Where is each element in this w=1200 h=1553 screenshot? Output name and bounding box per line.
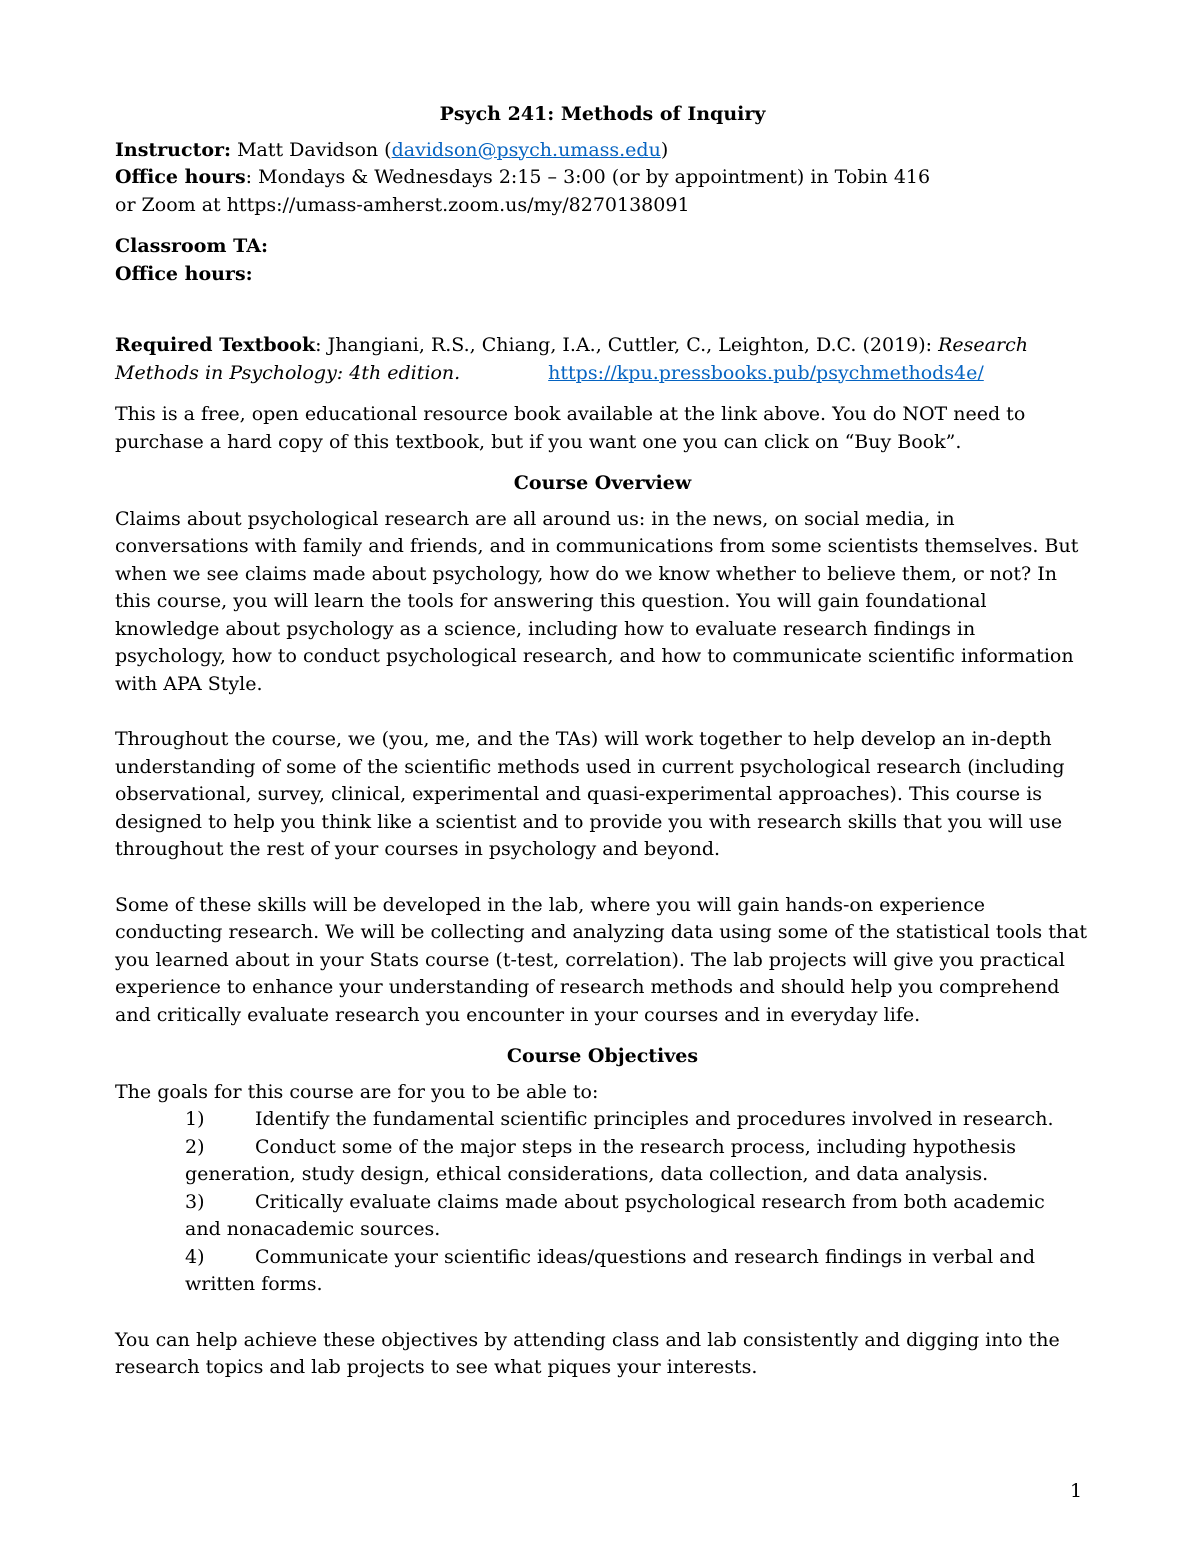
textbook-label: Required Textbook	[115, 334, 316, 356]
objective-text: Conduct some of the major steps in the research process, including hypothesis	[255, 1135, 1016, 1158]
objective-text-cont: and nonacademic sources.	[185, 1218, 441, 1240]
overview-paragraph-3: Some of these skills will be developed in the lab, where you will gain hands-on experience conducting research. We will be collecting and analyzing data using some of the statistical tools that you learned about in your Stats course (t-test, correlation). The lab projects will give you practical experience to enhance your understanding of research methods and should help you comprehend and critically evaluate research you encounter in your courses and in everyday life.	[115, 893, 1088, 1026]
objective-text-cont: generation, study design, ethical considerations, data collection, and data analysis.	[185, 1163, 989, 1185]
objective-text-cont: written forms.	[185, 1273, 323, 1295]
objectives-heading: Course Objectives	[506, 1045, 699, 1067]
instructor-line	[115, 137, 1090, 165]
textbook-url-link[interactable]: https://kpu.pressbooks.pub/psychmethods4e/	[548, 361, 984, 384]
list-item	[115, 1244, 1090, 1299]
ta-label: Classroom TA:	[115, 235, 268, 257]
textbook-title-b: Methods in Psychology: 4th edition.	[115, 361, 461, 384]
objective-text: Identify the fundamental scientific principles and procedures involved in research.	[255, 1108, 1054, 1130]
list-item	[115, 1106, 1090, 1134]
office-hours-line	[115, 164, 1090, 192]
overview-paragraph-1: Claims about psychological research are all around us: in the news, on social media, in conversations with family and friends, and in communications from some scientists themselves. But when we see claims made about psychology, how do we know whether to believe them, or not? In this course, you will learn the tools for answering this question. You will gain foundational knowledge about psychology as a science, including how to evaluate research findings in psychology, how to conduct psychological research, and how to communicate scientific information with APA Style.	[115, 507, 1079, 695]
objectives-intro: The goals for this course are for you to be able to:	[115, 1080, 599, 1103]
instructor-label: Instructor:	[115, 138, 232, 161]
objective-text: Critically evaluate claims made about psychological research from both academic	[255, 1190, 1045, 1213]
overview-heading: Course Overview	[513, 472, 692, 494]
textbook-title-a: Research	[938, 334, 1028, 356]
objective-number: 4)	[185, 1245, 205, 1268]
document-content	[115, 101, 1090, 1382]
objective-text: Communicate your scientific ideas/questions and research findings in verbal and	[255, 1245, 1036, 1268]
office-hours-text: : Mondays & Wednesdays 2:15 – 3:00 (or by appointment) in Tobin 416	[245, 166, 931, 188]
objectives-closing: You can help achieve these objectives by attending class and lab consistently and digging into the research topics and lab projects to see what piques your interests.	[115, 1328, 1060, 1378]
ta-office-hours-label: Office hours:	[115, 262, 253, 285]
page-number: 1	[1070, 1480, 1083, 1502]
office-hours-label: Office hours	[115, 166, 246, 188]
instructor-name: Matt Davidson (	[237, 138, 392, 161]
objective-number: 3)	[185, 1190, 205, 1213]
page-title: Psych 241: Methods of Inquiry	[439, 103, 766, 125]
overview-paragraph-2: Throughout the course, we (you, me, and the TAs) will work together to help develop an in-depth understanding of some of the scientific methods used in current psychological research (including observational, survey, clinical, experimental and quasi-experimental approaches). This course is designed to help you think like a scientist and to provide you with research skills that you will use throughout the rest of your courses in psychology and beyond.	[115, 728, 1065, 860]
list-item	[115, 1134, 1090, 1189]
textbook-line-2	[115, 360, 1090, 388]
list-item	[115, 1189, 1090, 1244]
textbook-line	[115, 332, 1090, 360]
objective-number: 1)	[185, 1108, 205, 1130]
instructor-close-paren: )	[660, 138, 669, 161]
textbook-authors: : Jhangiani, R.S., Chiang, I.A., Cuttler, C., Leighton, D.C. (2019):	[315, 334, 939, 356]
objective-number: 2)	[185, 1135, 205, 1158]
zoom-line: or Zoom at https://umass-amherst.zoom.us/my/8270138091	[115, 193, 690, 216]
textbook-note: This is a free, open educational resource book available at the link above. You do NOT need to purchase a hard copy of this textbook, but if you want one you can click on “Buy Book”.	[115, 403, 1026, 453]
objectives-list	[115, 1106, 1090, 1299]
instructor-email-link[interactable]: davidson@psych.umass.edu	[391, 138, 661, 161]
